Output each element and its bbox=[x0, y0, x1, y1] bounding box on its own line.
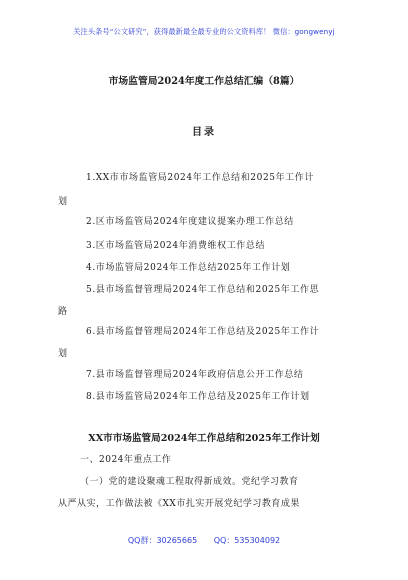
body-paragraph-line: 从严从实，工作做法被《XX市扎实开展党纪学习教育成果 bbox=[58, 499, 300, 509]
footer-qq-group: QQ群：30265665 bbox=[127, 536, 198, 545]
footer-contact bbox=[0, 535, 408, 546]
section-title: XX市市场监管局2024年工作总结和2025年工作计划 bbox=[88, 433, 320, 444]
header-promo-note: 关注头条号“公文研究”，获得最新最全最专业的公文资料库！ 微信：gongwenyj bbox=[73, 27, 335, 36]
toc-line: 2.区市场监管局2024年度建议提案办理工作总结 bbox=[86, 217, 294, 227]
toc-line: 4.市场监管局2024年工作总结2025年工作计划 bbox=[86, 263, 291, 273]
toc-line: 划 bbox=[58, 197, 68, 207]
toc-line: 1.XX市市场监管局2024年工作总结和2025年工作计 bbox=[86, 173, 315, 183]
toc-line: 5.县市场监督管理局2024年工作总结和2025年工作思 bbox=[86, 285, 320, 295]
toc-line: 3.区市场监管局2024年消费维权工作总结 bbox=[86, 241, 266, 251]
body-paragraph-line: （一）党的建设聚魂工程取得新成效。党纪学习教育 bbox=[80, 477, 299, 487]
toc-line: 路 bbox=[58, 307, 68, 317]
toc-line: 6.县市场监督管理局2024年工作总结及2025年工作计 bbox=[86, 327, 320, 337]
toc-line: 划 bbox=[58, 349, 68, 359]
document-title: 市场监管局2024年度工作总结汇编（8篇） bbox=[108, 76, 300, 87]
toc-line: 7.县市场监督管理局2024年政府信息公开工作总结 bbox=[86, 370, 304, 380]
toc-line: 8.县市场监管局2024年工作总结及2025年工作计划 bbox=[86, 392, 310, 402]
toc-heading: 目录 bbox=[192, 127, 216, 138]
body-subheading: 一、2024年重点工作 bbox=[80, 455, 172, 465]
footer-qq-number: QQ：535304092 bbox=[213, 536, 281, 545]
